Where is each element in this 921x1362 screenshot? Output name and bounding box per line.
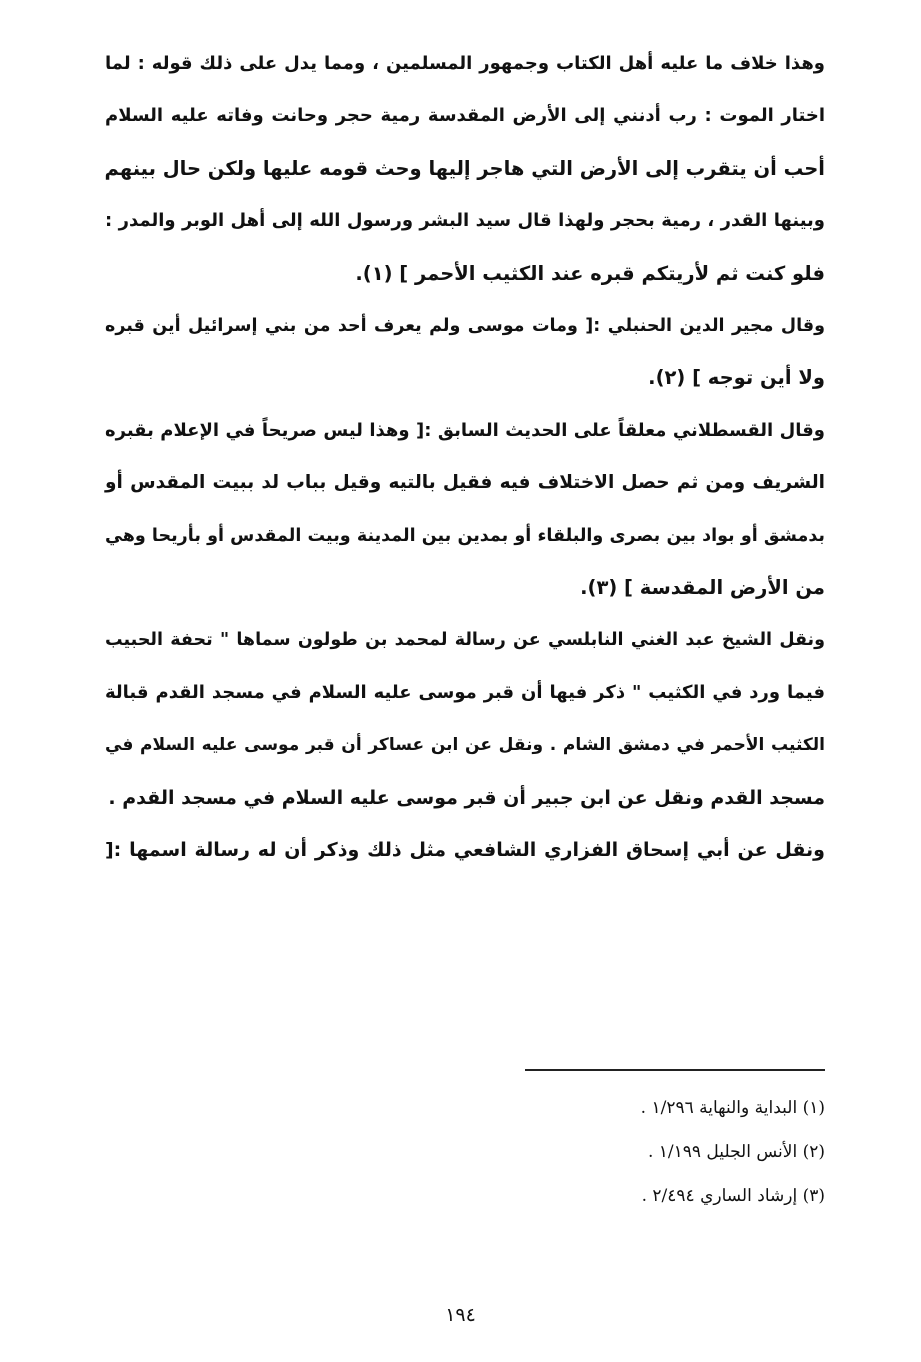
footnote-divider <box>525 1069 825 1071</box>
footnote-1: (١) البداية والنهاية ١/٢٩٦ . <box>640 1098 825 1118</box>
text-line-11: من الأرض المقدسة ] (٣). <box>580 576 825 600</box>
text-line-7: ولا أين توجه ] (٢). <box>648 366 825 390</box>
text-line-6: وقال مجير الدين الحنبلي :[ ومات موسى ولم يعرف أحد من بني إسرائيل أين قبره <box>105 316 825 337</box>
text-line-13: فيما ورد في الكثيب " ذكر فيها أن قبر موسى عليه السلام في مسجد القدم قبالة <box>105 681 825 703</box>
footnote-2: (٢) الأنس الجليل ١/١٩٩ . <box>647 1142 825 1162</box>
text-line-15: مسجد القدم ونقل عن ابن جبير أن قبر موسى عليه السلام في مسجد القدم . <box>108 786 825 809</box>
text-line-16: ونقل عن أبي إسحاق الفزاري الشافعي مثل ذلك وذكر أن له رسالة اسمها :[ <box>105 839 825 862</box>
text-line-14: الكثيب الأحمر في دمشق الشام . ونقل عن ابن عساكر أن قبر موسى عليه السلام في <box>105 735 825 756</box>
text-line-8: وقال القسطلاني معلقاً على الحديث السابق :[ وهذا ليس صريحاً في الإعلام بقبره <box>105 419 825 441</box>
text-line-10: بدمشق أو بواد بين بصرى والبلقاء أو بمدين بين المدينة وبيت المقدس أو بأريحا وهي <box>105 525 825 546</box>
footnote-3: (٣) إرشاد الساري ٢/٤٩٤ . <box>641 1186 825 1206</box>
main-text <box>105 38 825 877</box>
text-line-12: ونقل الشيخ عبد الغني النابلسي عن رسالة لمحمد بن طولون سماها " تحفة الحبيب <box>105 630 825 651</box>
text-line-3: أحب أن يتقرب إلى الأرض التي هاجر إليها وحث قومه عليها ولكن حال بينهم <box>104 156 825 180</box>
page-number: ١٩٤ <box>445 1304 476 1326</box>
text-line-5: فلو كنت ثم لأريتكم قبره عند الكثيب الأحمر ] (١). <box>355 261 825 285</box>
text-line-4: وبينها القدر ، رمية بحجر ولهذا قال سيد البشر ورسول الله إلى أهل الوبر والمدر : <box>105 210 825 232</box>
text-line-9: الشريف ومن ثم حصل الاختلاف فيه فقيل بالتيه وقيل بباب لد ببيت المقدس أو <box>105 472 825 494</box>
footnotes <box>425 1086 825 1218</box>
text-line-2: اختار الموت : رب أدنني إلى الأرض المقدسة رمية حجر وحانت وفاته عليه السلام <box>105 105 825 127</box>
text-line-1: وهذا خلاف ما عليه أهل الكتاب وجمهور المسلمين ، ومما يدل على ذلك قوله : لما <box>105 53 825 74</box>
